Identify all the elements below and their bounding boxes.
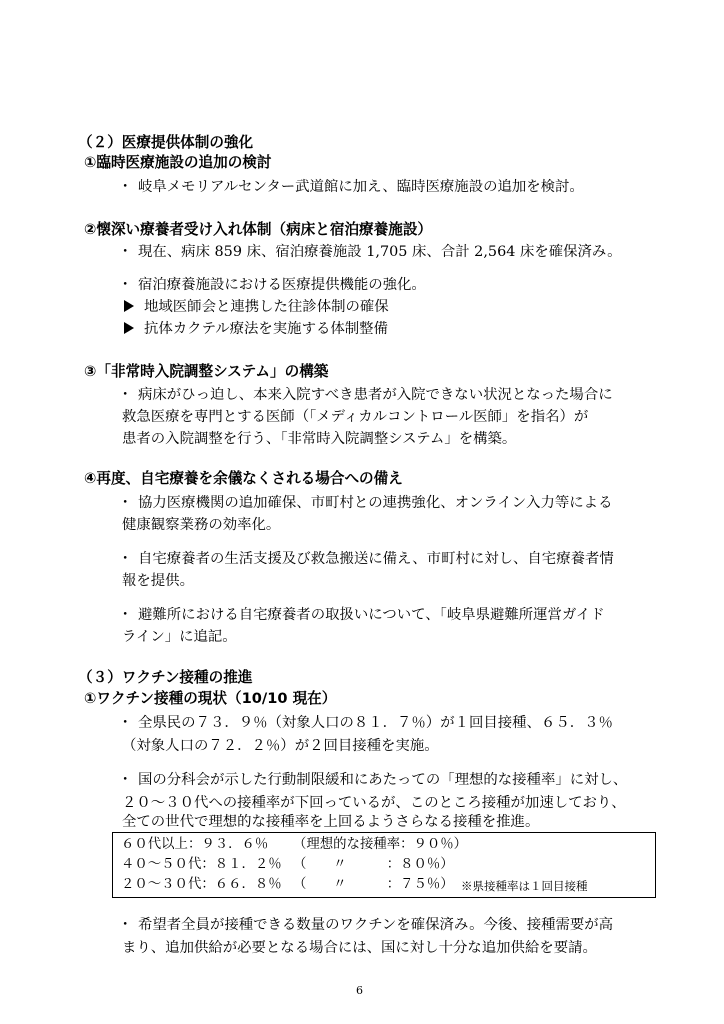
subsection-2-2-heading: ②懐深い療養者受け入れ体制（病床と宿泊療養施設） [84, 221, 433, 238]
section-3-heading: （３）ワクチン接種の推進 [78, 669, 253, 686]
arrow-bullet-icon [124, 322, 134, 334]
subsection-2-4-b2-line-2: 報を提供。 [122, 573, 194, 589]
subsection-2-4-b3-line-2: ライン」に追記。 [122, 629, 237, 645]
bullet-mark: ・ [118, 772, 133, 788]
subsection-2-3-line-3: 患者の入院調整を行う、「非常時入院調整システム」を構築。 [122, 431, 517, 447]
bullet-mark: ・ [118, 244, 133, 260]
subsection-2-1-heading: ①臨時医療施設の追加の検討 [84, 154, 272, 171]
subsection-2-4-b1-line-2: 健康観察業務の効率化。 [122, 517, 281, 533]
subsection-2-3-heading: ③「非常時入院調整システム」の構築 [84, 363, 329, 380]
bullet-mark: ・ [118, 495, 133, 511]
bullet-mark: ・ [118, 715, 133, 731]
rate-row-ideal: （ 〃 ：７５％） [293, 877, 454, 892]
subsection-2-4-heading: ④再度、自宅療養を余儀なくされる場合への備え [84, 470, 403, 487]
bullet-mark: ・ [118, 387, 133, 403]
rate-row-ideal: （理想的な接種率：９０％） [293, 837, 468, 852]
subsection-3-1-b1-line-1: 全県民の７３．９％（対象人口の８１．７％）が１回目接種、６５．３％ [138, 715, 613, 731]
subsection-3-1-b3-line-2: まり、追加供給が必要となる場合には、国に対し十分な追加供給を要請。 [122, 940, 597, 956]
subsection-3-1-b2-line-2: ２０～３０代への接種率が下回っているが、このところ接種が加速しており、 [122, 795, 626, 811]
rate-row-age: ６０代以上：９３．６％ [121, 837, 269, 852]
rate-row-ideal: （ 〃 ：８０％） [293, 857, 454, 872]
page-number: 6 [356, 984, 363, 997]
subsection-3-1-b3-line-1: 希望者全員が接種できる数量のワクチンを確保済み。今後、接種需要が高 [138, 917, 614, 933]
vaccination-rate-box [112, 832, 656, 898]
rate-note: ※県接種率は１回目接種 [461, 879, 588, 893]
subsection-2-4-b1-line-1: 協力医療機関の追加確保、市町村との連携強化、オンライン入力等による [138, 495, 613, 511]
subsection-2-2-text-1: 現在、病床 859 床、宿泊療養施設 1,705 床、合計 2,564 床を確保済み。 [138, 244, 622, 260]
bullet-mark: ・ [118, 277, 133, 293]
subsection-3-1-b2-line-3: 全ての世代で理想的な接種率を上回るようさらなる接種を推進。 [122, 814, 540, 830]
arrow-item-text: 地域医師会と連携した往診体制の確保 [144, 299, 389, 315]
arrow-item-2 [124, 319, 388, 339]
subsection-3-1-heading: ①ワクチン接種の現状（10/10 現在） [84, 690, 337, 707]
subsection-2-4-b3-line-1: 避難所における自宅療養者の取扱いについて、「岐阜県避難所運営ガイド [138, 607, 605, 623]
subsection-3-1-b1-line-2: （対象人口の７２．２％）が２回目接種を実施。 [122, 738, 439, 754]
section-2-heading: （２）医療提供体制の強化 [78, 134, 254, 151]
bullet-mark: ・ [118, 607, 133, 623]
subsection-2-3-line-1: 病床がひっ迫し、本来入院すべき患者が入院できない状況となった場合に [138, 387, 613, 403]
subsection-3-1-b2-line-1: 国の分科会が示した行動制限緩和にあたっての「理想的な接種率」に対し、 [138, 772, 628, 788]
arrow-item-1 [124, 297, 389, 317]
subsection-2-4-b2-line-1: 自宅療養者の生活支援及び救急搬送に備え、市町村に対し、自宅療養者情 [138, 551, 614, 567]
subsection-2-1-text: 岐阜メモリアルセンター武道館に加え、臨時医療施設の追加を検討。 [138, 179, 584, 195]
bullet-mark: ・ [118, 179, 133, 195]
bullet-mark: ・ [118, 551, 133, 567]
arrow-bullet-icon [124, 300, 134, 312]
rate-row-age: ４０～５０代：８１．２％ [121, 857, 282, 872]
rate-row-age: ２０～３０代：６６．８％ [121, 877, 282, 892]
subsection-2-2-text-2: 宿泊療養施設における医療提供機能の強化。 [138, 277, 426, 293]
bullet-mark: ・ [118, 917, 133, 933]
arrow-item-text: 抗体カクテル療法を実施する体制整備 [144, 321, 388, 337]
subsection-2-3-line-2: 救急医療を専門とする医師（「メディカルコントロール医師」を指名）が [122, 409, 589, 425]
